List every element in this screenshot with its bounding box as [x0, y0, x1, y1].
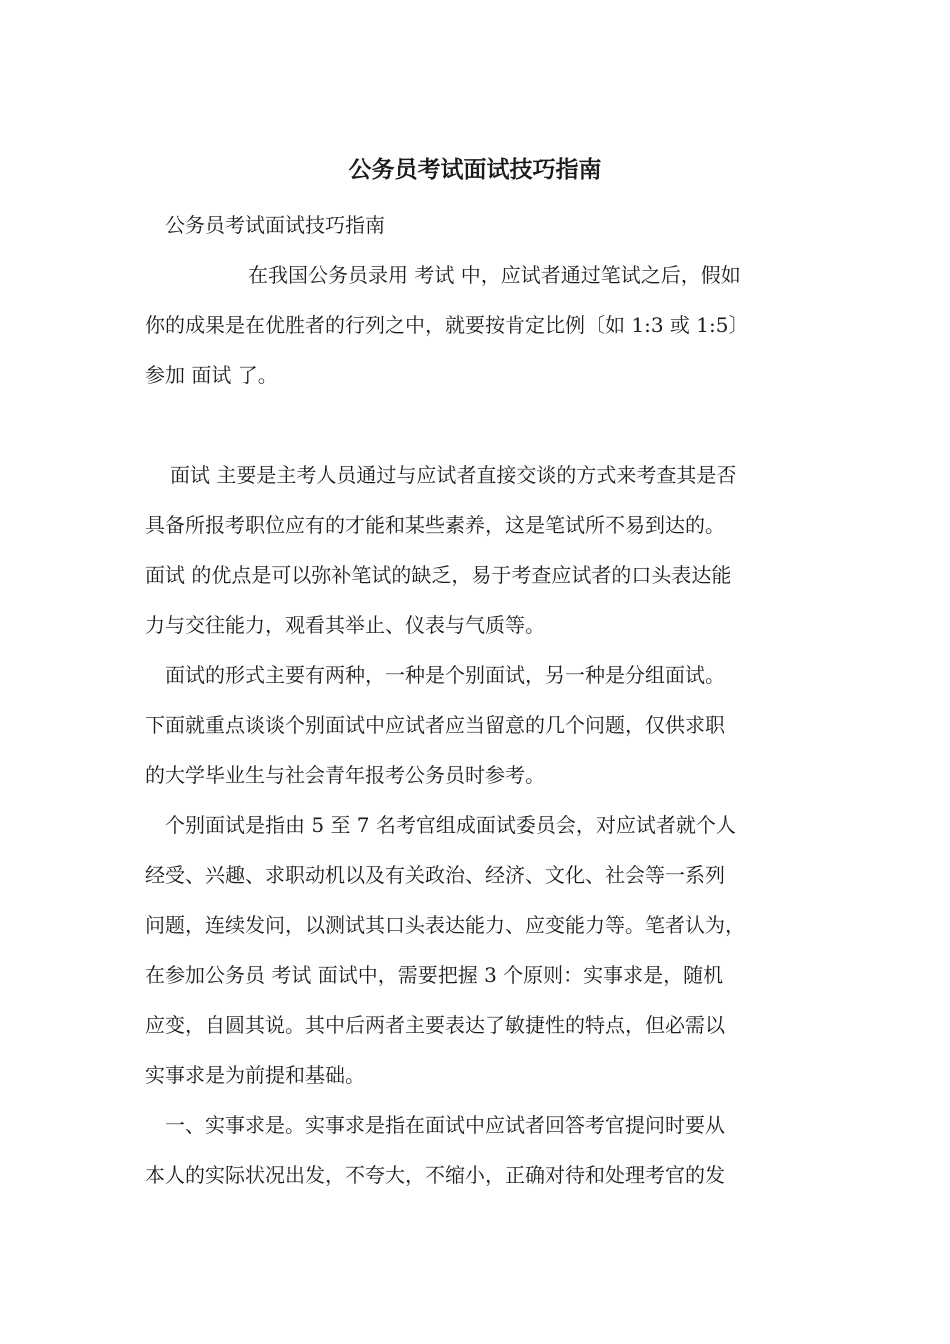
paragraph-line: 具备所报考职位应有的才能和某些素养，这是笔试所不易到达的。	[145, 513, 725, 537]
paragraph-line: 面试的形式主要有两种，一种是个别面试，另一种是分组面试。	[165, 663, 725, 687]
paragraph-line: 个别面试是指由 5 至 7 名考官组成面试委员会，对应试者就个人	[165, 813, 736, 837]
document-subtitle: 公务员考试面试技巧指南	[165, 213, 385, 237]
paragraph-line: 面试 主要是主考人员通过与应试者直接交谈的方式来考查其是否	[170, 463, 737, 487]
paragraph-line: 的大学毕业生与社会青年报考公务员时参考。	[145, 763, 545, 787]
paragraph-line: 你的成果是在优胜者的行列之中，就要按肯定比例〔如 1:3 或 1:5〕	[145, 313, 749, 337]
paragraph-line: 在我国公务员录用 考试 中，应试者通过笔试之后，假如	[248, 263, 741, 287]
document-title: 公务员考试面试技巧指南	[348, 156, 602, 183]
paragraph-line: 应变，自圆其说。其中后两者主要表达了敏捷性的特点，但必需以	[145, 1013, 725, 1037]
paragraph-line: 力与交往能力，观看其举止、仪表与气质等。	[145, 613, 545, 637]
paragraph-line: 问题，连续发问，以测试其口头表达能力、应变能力等。笔者认为，	[145, 913, 745, 937]
paragraph-line: 一、实事求是。实事求是指在面试中应试者回答考官提问时要从	[165, 1113, 725, 1137]
paragraph-line: 在参加公务员 考试 面试中，需要把握 3 个原则：实事求是，随机	[145, 963, 724, 987]
paragraph-line: 经受、兴趣、求职动机以及有关政治、经济、文化、社会等一系列	[145, 863, 725, 887]
paragraph-line: 本人的实际状况出发，不夸大，不缩小，正确对待和处理考官的发	[145, 1163, 725, 1187]
paragraph-line: 面试 的优点是可以弥补笔试的缺乏，易于考查应试者的口头表达能	[145, 563, 732, 587]
paragraph-line: 下面就重点谈谈个别面试中应试者应当留意的几个问题，仅供求职	[145, 713, 725, 737]
paragraph-line: 参加 面试 了。	[145, 363, 278, 387]
paragraph-line: 实事求是为前提和基础。	[145, 1063, 365, 1087]
